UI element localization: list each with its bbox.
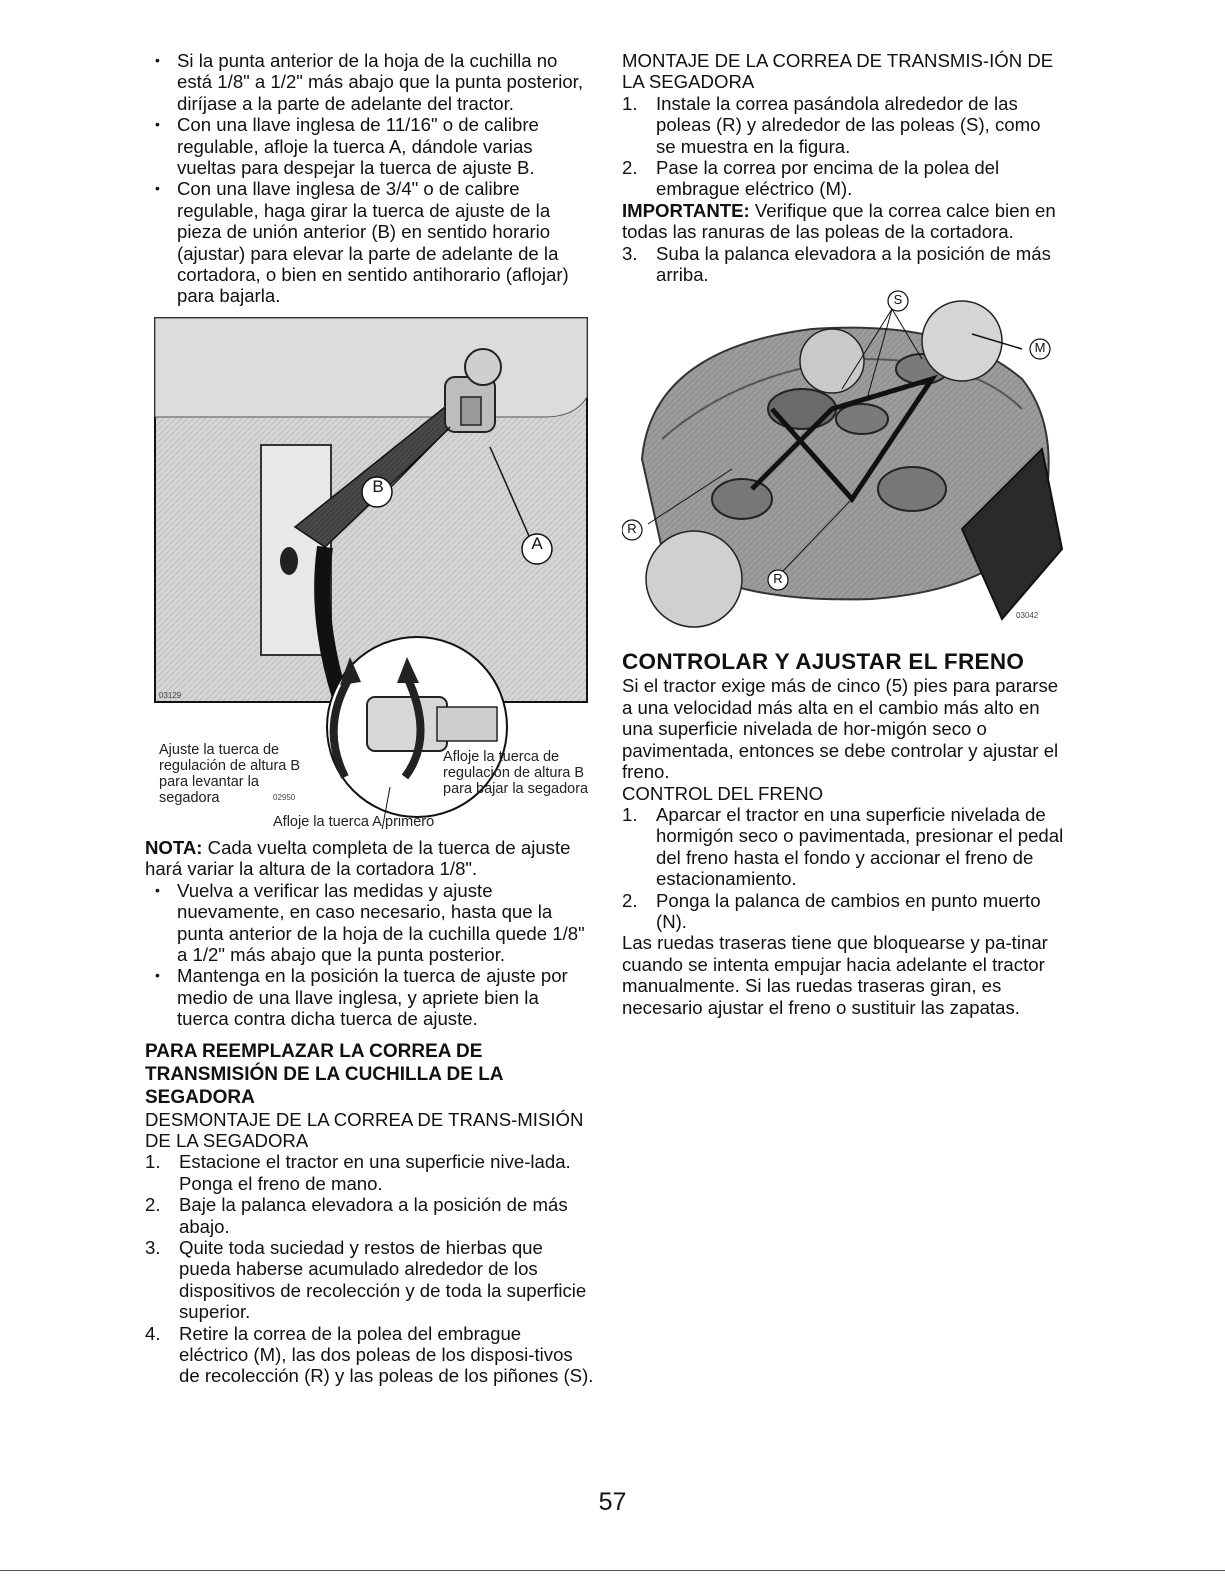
brake-control-subheading: CONTROL DEL FRENO (622, 782, 824, 804)
bottom-bullet-list (145, 880, 595, 1030)
importante-text: Verifique que la correa calce bien en todas las ranuras de las poleas de la cortadora. (622, 199, 1056, 243)
removal-steps (145, 1151, 595, 1386)
list-item: • Con una llave inglesa de 11/16" o de calibre regulable, afloje la tuerca A, dándole varias vueltas para despejar la tuerca de ajuste B. (145, 114, 595, 178)
list-item: • Con una llave inglesa de 3/4" o de calibre regulable, haga girar la tuerca de ajuste de la pieza de unión anterior (B) en sentido horario (ajustar) para elevar la parte de adelante de la cortadora, o bien en sentido antihorario (aflojar) para bajarla. (145, 178, 595, 306)
importante-paragraph (622, 200, 1064, 243)
installation-steps-continued (622, 243, 1064, 286)
importante-label: IMPORTANTE: (622, 199, 750, 221)
installation-subheading: MONTAJE DE LA CORREA DE TRANSMIS-IÓN DE LA SEGADORA (622, 50, 1054, 93)
nota-text: Cada vuelta completa de la tuerca de ajuste hará variar la altura de la cortadora 1/8". (145, 836, 571, 880)
list-item: 2. Pase la correa por encima de la polea del embrague eléctrico (M). (622, 157, 1000, 200)
list-item: 1. Aparcar el tractor en una superficie nivelada de hormigón seco o pavimentada, presionar el pedal del freno hasta el fondo y accionar el freno de estacionamiento. (622, 803, 1064, 890)
right-column (622, 50, 1064, 1018)
callout-a-label: A (531, 533, 543, 553)
brake-heading: CONTROLAR Y AJUSTAR EL FRENO (622, 649, 1025, 675)
list-item: 3. Suba la palanca elevadora a la posición de más arriba. (622, 242, 1051, 286)
removal-subheading: DESMONTAJE DE LA CORREA DE TRANS-MISIÓN DE LA SEGADORA (145, 1108, 584, 1151)
bottom-rule (0, 1570, 1225, 1571)
label-r-second: R (773, 571, 783, 587)
belt-replacement-heading: PARA REEMPLAZAR LA CORREA DE TRANSMISIÓN DE LA CUCHILLA DE LA SEGADORA (145, 1040, 503, 1108)
top-bullet-list (145, 50, 595, 307)
list-item: 4. Retire la correa de la polea del embrague eléctrico (M), las dos poleas de los disposi-tivos de recolección (R) y las poleas de los piñones (S). (145, 1322, 594, 1387)
caption-left: Ajuste la tuerca de regulación de altura B para levantar la segadora (159, 741, 301, 806)
height-adjustment-figure (145, 317, 595, 829)
list-item: • Si la punta anterior de la hoja de la cuchilla no está 1/8" a 1/2" más abajo que la punta posterior, diríjase a la parte de adelante del tractor. (145, 50, 595, 114)
label-m: M (1034, 340, 1046, 356)
brake-outro: Las ruedas traseras tiene que bloquearse y pa-tinar cuando se intenta empujar hacia adelante el tractor manualmente. Si las ruedas traseras giran, es necesario ajustar el freno o sustituir las zapatas. (622, 932, 1048, 1018)
list-item: 1. Estacione el tractor en una superficie nive-lada. Ponga el freno de mano. (145, 1151, 571, 1194)
callout-b-label: B (372, 476, 384, 496)
page-number: 57 (598, 1488, 627, 1516)
mower-deck-illustration (622, 289, 1064, 637)
list-item: 2. Ponga la palanca de cambios en punto muerto (N). (622, 889, 1041, 932)
nota-paragraph (145, 837, 595, 880)
figure-code: 03042 (1016, 611, 1039, 621)
installation-steps (622, 93, 1064, 200)
list-item: 3. Quite toda suciedad y restos de hierbas que pueda haberse acumulado alrededor de los dispositivos de recolección y de toda la superficie superior. (145, 1236, 587, 1323)
list-item: 1. Instale la correa pasándola alrededor de las poleas (R) y alrededor de las poleas (S), como se muestra en la figura. (622, 92, 1041, 157)
brake-steps (622, 804, 1064, 932)
list-item: 2. Baje la palanca elevadora a la posición de más abajo. (145, 1194, 568, 1237)
list-item: • Mantenga en la posición la tuerca de ajuste por medio de una llave inglesa, y apriete bien la tuerca contra dicha tuerca de ajuste. (145, 965, 595, 1029)
mower-deck-figure (622, 289, 1064, 637)
label-s: S (893, 292, 903, 308)
brake-intro: Si el tractor exige más de cinco (5) pies para pararse a una velocidad más alta en el cambio más alto en una superficie nivelada de hor-migón seco o pavimentada, entonces se debe controlar y ajustar el freno. (622, 675, 1059, 783)
figure-code: 03129 (159, 690, 182, 700)
nota-label: NOTA: (145, 836, 203, 858)
caption-bottom: Afloje la tuerca A primero (273, 813, 435, 830)
caption-right: Afloje la tuerca de regulación de altura B para bajar la segadora (443, 748, 589, 797)
list-item: • Vuelva a verificar las medidas y ajuste nuevamente, en caso necesario, hasta que la punta anterior de la hoja de la cuchilla quede 1/8" a 1/2" más abajo que la punta posterior. (145, 880, 595, 966)
label-r: R (627, 521, 637, 537)
left-column (145, 50, 595, 1387)
inset-code: 02950 (273, 792, 296, 802)
